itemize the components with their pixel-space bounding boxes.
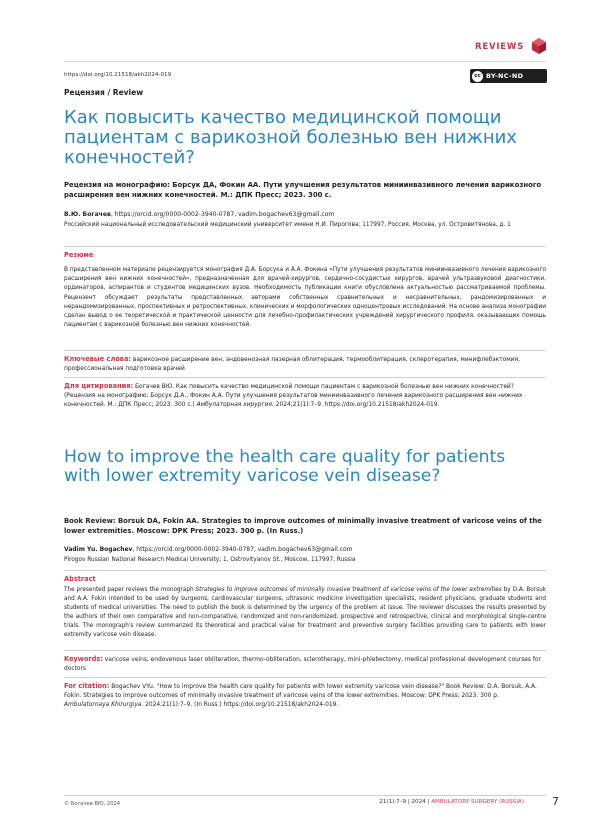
citation-en [64, 682, 546, 711]
keywords-label-en: Keywords: [64, 655, 103, 663]
keywords-text-en: varicose veins, endovenous laser obliteration, thermo-obliteration, sclerotherapy, mini-phlebectomy, medical professional development courses for doctors [64, 657, 541, 673]
abstract-ru: В представленном материале рецензируется монография Д.А. Борсука и А.А. Фокина «Пути улучшения результатов миниинвазивного лечения варикозного расширения вен нижних конечностей», предназначенная для врачей-хирургов, сердечно-сосудистых хирургов, врачей ультразвуковой диагностики, ординаторов, аспирантов и студентов медицинских вузов. Необходимость публикации книги обусловлена актуальностью рассматриваемой проблемы. Рецензент обсуждает результаты представленных авторами собственных сравнительных и несравнительных, рандомизированных и нерандомизированных, проспективных и ретроспективных, клинических и морфологических одноцентровых исследований. На основе анализа монографии сделан вывод о ее теоретической и практической ценности для лечебно-профилактических учреждений хирургического профиля, оказывающих помощь пациентам с варикозной болезнью вен нижних конечностей. [64, 267, 546, 329]
divider [64, 350, 546, 351]
abstract-heading-ru: Резюме [64, 251, 94, 259]
cite-journal-ru: Амбулаторная хирургия. [196, 402, 274, 409]
author-contacts-ru[interactable]: , https://orcid.org/0000-0002-3940-0787, vadim.bogachev63@gmail.com [110, 211, 335, 218]
affiliation-ru: Российский национальный исследовательский медицинский университет имени Н.И. Пирогова; 117997, Россия, Москва, ул. Островитянова, д. 1 [64, 222, 511, 228]
footer-divider [64, 795, 546, 796]
title-ru: Как повысить качество медицинской помощи пациентам с варикозной болезнью вен нижних конечностей? [64, 107, 517, 168]
footer-copyright: © Богачев ВЮ, 2024 [64, 801, 121, 807]
header-divider [64, 61, 546, 62]
footer-issue-text: 21(1):7–9 | 2024 | [379, 799, 432, 805]
author-en [64, 546, 546, 555]
title-en: How to improve the health care quality for patients with lower extremity varicose vein disease? [64, 447, 506, 486]
cube-logo-icon [532, 38, 546, 54]
divider [64, 246, 546, 247]
abstract-en-italic: Strategies to improve outcomes of minimally invasive treatment of varicose veins of the lower extremities [195, 587, 502, 593]
keywords-label-ru: Ключевые слова: [64, 355, 132, 363]
keywords-text-ru: варикозное расширение вен, эндовенозная лазерная облитерация, термооблитерация, склеротерапия, минифлебэктомия, профессиональная подготовка врачей [64, 357, 520, 373]
section-label: Рецензия / Review [64, 88, 144, 97]
divider [64, 677, 546, 678]
page-number: 7 [552, 795, 559, 808]
abstract-en [64, 586, 546, 641]
cc-icon: cc [472, 71, 483, 82]
footer-journal: AMBULATORY SURGERY (RUSSIA) [431, 799, 524, 805]
affiliation-en: Pirogov Russian National Research Medical University; 1, Ostrovityanov St., Moscow, 117997, Russia [64, 557, 356, 563]
cite-text-ru: Богачев ВЮ. Как повысить качество медицинской помощи пациентам с варикозной болезнью вен нижних конечностей? (Рецензия на монографию: Борсук Д.А., Фокин А.А. Пути улучшения результатов миниинвазивного лечения варикозного расширения вен нижних конечностей. М.: ДПК Пресс; 2023. 300 с.) [64, 384, 523, 409]
cite-label-ru: Для цитирования: [64, 382, 134, 390]
keywords-en [64, 655, 546, 674]
author-name-ru: В.Ю. Богачев [64, 211, 111, 218]
section-tag: REVIEWS [475, 42, 524, 52]
cite-tail-en[interactable]: 2024;21(1):7–9. (In Russ.) https://doi.org/10.21518/akh2024-019. [143, 702, 339, 709]
divider [64, 570, 546, 571]
abstract-en-post: by D.A. Borsuk and A.A. Fokin intended to be used by surgeons, cardiovascular surgeons, ultrasonic medicine investigation specialists, resident physicians, graduate students and students of medical universities. The need to publish the book is determined by the urgency of the problem at issue. The reviewer discusses the results presented by the authors of their own comparative and non-comparative, randomized and non-randomized, prospective and retrospective, clinical and morphological single-centre trials. The monograph's review summarized its theoretical and practical value for treatment and preventive surgery facilities providing care to patients with lower extremity varicose vein disease. [64, 587, 546, 639]
cite-label-en: For citation: [64, 682, 110, 690]
cite-tail-ru[interactable]: 2024;21(1):7–9. https://doi.org/10.21518/akh2024-019. [273, 402, 440, 409]
divider [64, 377, 546, 378]
abstract-heading-en: Abstract [64, 575, 96, 583]
license-badge[interactable] [470, 69, 547, 83]
author-contacts-en[interactable]: , https://orcid.org/0000-0002-3940-0787, vadim.bogachev63@gmail.com [132, 546, 353, 553]
author-ru [64, 211, 546, 220]
footer-issue [379, 799, 524, 805]
keywords-ru [64, 355, 546, 374]
cite-text-en: Bogachev VYu. "How to improve the health care quality for patients with lower extremity varicose vein disease?" Book Review: D.A. Borsuk, A.A. Fokin. Strategies to improve outcomes of minimally invasive treatment of varicose veins of the lower extremities. Moscow: DPK Press; 2023. 300 p. [64, 684, 537, 700]
license-text: BY-NC-ND [486, 72, 524, 80]
citation-ru [64, 382, 546, 411]
abstract-en-pre: The presented paper reviews the monograph [64, 587, 196, 593]
cite-journal-en: Ambulatornaya Khirurgiya. [64, 702, 144, 709]
author-name-en: Vadim Yu. Bogachev [64, 546, 133, 553]
doi-link[interactable]: https://doi.org/10.21518/akh2024-019 [64, 72, 172, 78]
divider [64, 650, 546, 651]
subtitle-ru: Рецензия на монографию: Борсук ДА, Фокин АА. Пути улучшения результатов миниинвазивного лечения варикозного расширения вен нижних конечностей. М.: ДПК Пресс; 2023. 300 с. [64, 181, 542, 199]
subtitle-en: Book Review: Borsuk DA, Fokin AA. Strategies to improve outcomes of minimally invasive treatment of varicose veins of the lower extremities. Moscow: DPK Press; 2023. 300 p. (In Russ.) [64, 517, 542, 535]
